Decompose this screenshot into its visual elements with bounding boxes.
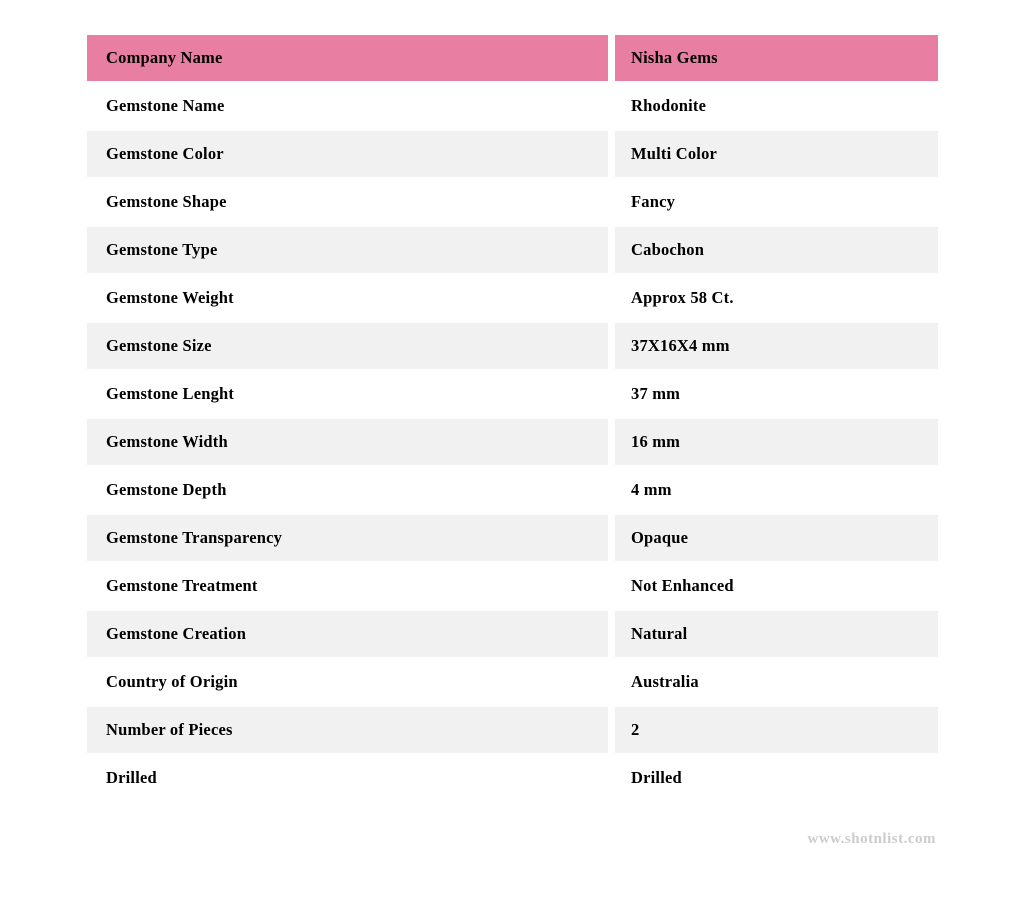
row-value: 2 bbox=[615, 707, 938, 753]
table-row bbox=[87, 275, 938, 321]
row-label: Gemstone Size bbox=[87, 323, 608, 369]
row-label: Gemstone Treatment bbox=[87, 563, 608, 609]
row-value: Approx 58 Ct. bbox=[615, 275, 938, 321]
table-row bbox=[87, 707, 938, 753]
row-label: Gemstone Creation bbox=[87, 611, 608, 657]
table-row bbox=[87, 419, 938, 465]
row-value: Australia bbox=[615, 659, 938, 705]
table-row bbox=[87, 659, 938, 705]
table-row bbox=[87, 83, 938, 129]
table-row bbox=[87, 755, 938, 801]
row-value: Cabochon bbox=[615, 227, 938, 273]
row-label: Drilled bbox=[87, 755, 608, 801]
table-row bbox=[87, 515, 938, 561]
table-row bbox=[87, 371, 938, 417]
row-value: Opaque bbox=[615, 515, 938, 561]
row-value: Not Enhanced bbox=[615, 563, 938, 609]
table-header-row bbox=[87, 35, 938, 81]
row-label: Gemstone Name bbox=[87, 83, 608, 129]
row-value: Multi Color bbox=[615, 131, 938, 177]
table-row bbox=[87, 467, 938, 513]
row-value: 37X16X4 mm bbox=[615, 323, 938, 369]
table-row bbox=[87, 323, 938, 369]
row-value: Drilled bbox=[615, 755, 938, 801]
header-label-cell: Company Name bbox=[87, 35, 608, 81]
row-label: Gemstone Width bbox=[87, 419, 608, 465]
header-value-cell: Nisha Gems bbox=[615, 35, 938, 81]
row-label: Gemstone Weight bbox=[87, 275, 608, 321]
table-row bbox=[87, 563, 938, 609]
row-value: 16 mm bbox=[615, 419, 938, 465]
row-value: Rhodonite bbox=[615, 83, 938, 129]
row-value: Natural bbox=[615, 611, 938, 657]
table-row bbox=[87, 179, 938, 225]
row-label: Gemstone Lenght bbox=[87, 371, 608, 417]
row-label: Gemstone Type bbox=[87, 227, 608, 273]
row-label: Country of Origin bbox=[87, 659, 608, 705]
table-row bbox=[87, 131, 938, 177]
row-label: Gemstone Shape bbox=[87, 179, 608, 225]
row-value: Fancy bbox=[615, 179, 938, 225]
row-value: 4 mm bbox=[615, 467, 938, 513]
table-row bbox=[87, 611, 938, 657]
watermark-text: www.shotnlist.com bbox=[807, 831, 936, 847]
gemstone-spec-table bbox=[87, 35, 938, 848]
row-label: Gemstone Depth bbox=[87, 467, 608, 513]
row-label: Gemstone Color bbox=[87, 131, 608, 177]
row-label: Gemstone Transparency bbox=[87, 515, 608, 561]
row-label: Number of Pieces bbox=[87, 707, 608, 753]
table-row bbox=[87, 227, 938, 273]
row-value: 37 mm bbox=[615, 371, 938, 417]
